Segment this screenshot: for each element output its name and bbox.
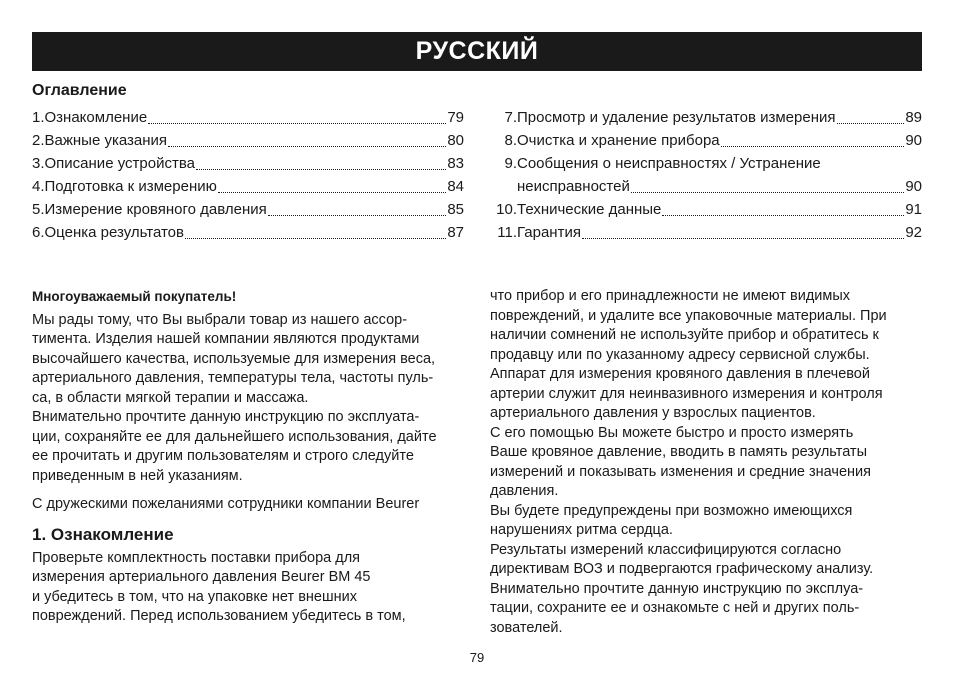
toc-entry[interactable] — [32, 106, 464, 129]
toc-leader-dots — [662, 215, 904, 216]
toc-entry-number: 7. — [504, 109, 517, 126]
toc-entry[interactable] — [490, 152, 922, 175]
section-line: что прибор и его принадлежности не имеют видимых — [490, 288, 851, 304]
toc-entry[interactable] — [32, 175, 464, 198]
section-line: Аппарат для измерения кровяного давления в плечевой — [490, 366, 870, 382]
section-line: артерии служит для неинвазивного измерения и контроля — [490, 385, 883, 402]
toc-leader-dots — [582, 238, 904, 239]
body-left-column — [32, 287, 464, 627]
intro-line: артериального давления, температуры тела, частоты пуль- — [32, 370, 434, 386]
toc-entry-label: Подготовка к измерению — [44, 178, 217, 195]
section-line: Внимательно прочтите данную инструкцию по эксплуа- — [490, 580, 864, 597]
intro-line: тимента. Изделия нашей компании являются продуктами — [32, 331, 420, 347]
intro-line: высочайшего качества, используемые для измерения веса, — [32, 350, 436, 367]
toc-entry-page: 80 — [447, 132, 464, 149]
toc-leader-dots — [218, 192, 446, 193]
toc-entry-page: 83 — [447, 155, 464, 172]
toc-entry[interactable] — [490, 221, 922, 244]
section-line: повреждений, и удалите все упаковочные материалы. При — [490, 307, 887, 324]
toc-entry[interactable] — [32, 152, 464, 175]
section-line: артериального давления у взрослых пациентов. — [490, 405, 816, 421]
toc-entry-page: 85 — [447, 201, 464, 218]
toc-leader-dots — [721, 146, 905, 147]
toc-entry-label: Описание устройства — [44, 155, 195, 172]
toc-entry-label: Ознакомление — [44, 109, 148, 126]
toc-entry-page: 90 — [905, 178, 922, 195]
intro-line: приведенным в ней указаниям. — [32, 467, 243, 484]
section-line: измерений и показывать изменения и средние значения — [490, 463, 872, 480]
toc-leader-dots — [185, 238, 446, 239]
toc-left-column — [32, 106, 464, 244]
intro-line: са, в области мягкой терапии и массажа. — [32, 389, 309, 406]
section-line: продавцу или по указанному адресу сервисной службы. — [490, 346, 870, 363]
toc-entry-label: Гарантия — [517, 224, 581, 241]
section-line: зователей. — [490, 619, 563, 636]
section-line: и убедитесь в том, что на упаковке нет внешних — [32, 588, 357, 605]
section-line: тации, сохраните ее и ознакомьте с ней и других поль- — [490, 600, 860, 616]
toc-entry-continuation[interactable] — [490, 175, 922, 198]
toc-entry-label: Важные указания — [44, 132, 168, 149]
toc-entry[interactable] — [490, 198, 922, 221]
section-line: С его помощью Вы можете быстро и просто измерять — [490, 424, 854, 441]
intro-line: Мы рады тому, что Вы выбрали товар из нашего ассор- — [32, 311, 408, 328]
signoff: С дружескими пожеланиями сотрудники компании Beurer — [32, 496, 420, 512]
toc-entry-number: 10. — [496, 201, 517, 218]
toc-entry-page: 87 — [447, 224, 464, 241]
section-line: давления. — [490, 483, 559, 499]
section-line: повреждений. Перед использованием убедитесь в том, — [32, 608, 406, 624]
toc-entry-number: 5. — [32, 201, 45, 218]
toc-entry-number: 9. — [504, 155, 517, 172]
section-line: нарушениях ритма сердца. — [490, 522, 673, 538]
toc-entry-number: 1. — [32, 109, 45, 126]
toc-entry-page: 89 — [905, 109, 922, 126]
intro-line: ции, сохраняйте ее для дальнейшего использования, дайте — [32, 428, 437, 445]
section-line: Вы будете предупреждены при возможно имеющихся — [490, 502, 853, 519]
toc-entry-label: Очистка и хранение прибора — [517, 132, 720, 149]
section-line: наличии сомнений не используйте прибор и обратитесь к — [490, 327, 879, 343]
toc-entry[interactable] — [490, 106, 922, 129]
section-line: Проверьте комплектность поставки прибора для — [32, 549, 361, 566]
toc-entry-number: 4. — [32, 178, 45, 195]
toc-entry[interactable] — [32, 221, 464, 244]
section-line: Результаты измерений классифицируются согласно — [490, 541, 842, 558]
toc-right-column — [490, 106, 922, 244]
section-line: измерения артериального давления Beurer BM 45 — [32, 569, 371, 585]
toc-leader-dots — [148, 123, 446, 124]
toc-entry-page: 91 — [905, 201, 922, 218]
toc-entry-page: 79 — [447, 109, 464, 126]
toc-entry[interactable] — [32, 198, 464, 221]
intro-line: Внимательно прочтите данную инструкцию по эксплуата- — [32, 409, 420, 425]
toc-entry[interactable] — [32, 129, 464, 152]
toc-entry-label: Измерение кровяного давления — [44, 201, 267, 218]
toc-entry-number: 2. — [32, 132, 45, 149]
section-line: Ваше кровяное давление, вводить в память результаты — [490, 444, 867, 460]
intro-line: ее прочитать и другим пользователям и строго следуйте — [32, 448, 414, 464]
toc-leader-dots — [168, 146, 446, 147]
toc-entry-number: 11. — [497, 224, 517, 241]
greeting: Многоуважаемый покупатель! — [32, 289, 237, 304]
language-banner — [32, 32, 922, 71]
toc-leader-dots — [196, 169, 446, 170]
toc-entry-number: 3. — [32, 155, 45, 172]
toc-entry-page: 84 — [447, 178, 464, 195]
toc-heading: Оглавление — [32, 82, 127, 99]
toc-entry-label: Технические данные — [517, 201, 662, 218]
toc-leader-dots — [631, 192, 904, 193]
toc-entry-label: Оценка результатов — [44, 224, 184, 241]
toc-leader-dots — [268, 215, 447, 216]
toc-entry-label-line1: Сообщения о неисправностях / Устранение — [517, 155, 821, 172]
toc-entry-number: 8. — [504, 132, 517, 149]
language-title: РУССКИЙ — [415, 37, 539, 65]
page-number: 79 — [469, 650, 485, 665]
section-line: директивам ВОЗ и подвергаются графическому анализу. — [490, 561, 874, 577]
toc-leader-dots — [837, 123, 905, 124]
toc-entry-label: неисправностей — [517, 178, 630, 195]
toc-entry-label: Просмотр и удаление результатов измерения — [517, 109, 836, 126]
toc-entry-page: 92 — [905, 224, 922, 241]
toc-entry-page: 90 — [905, 132, 922, 149]
section-title: 1. Ознакомление — [32, 524, 174, 544]
body-right-column — [490, 287, 922, 638]
toc-entry-number: 6. — [32, 224, 45, 241]
toc-entry[interactable] — [490, 129, 922, 152]
